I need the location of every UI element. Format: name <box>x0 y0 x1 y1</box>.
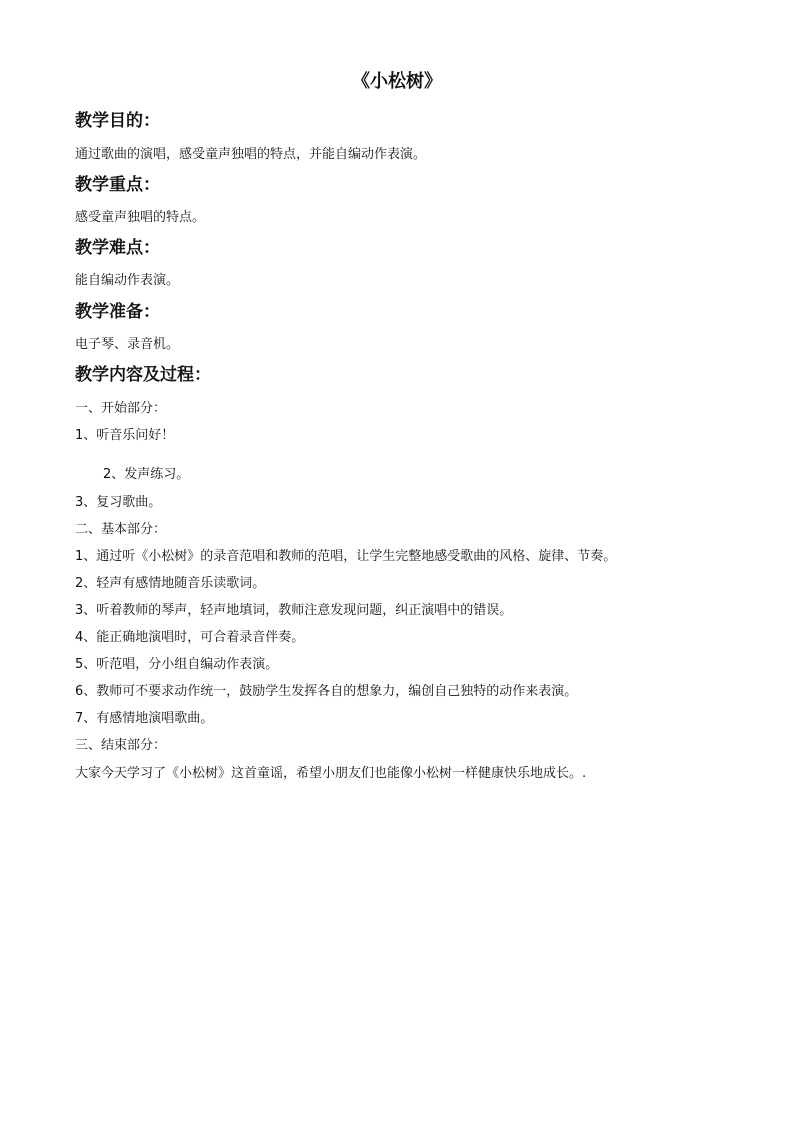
process-line: 3、听着教师的琴声，轻声地填词，教师注意发现问题，纠正演唱中的错误。 <box>75 603 513 618</box>
process-line: 6、教师可不要求动作统一，鼓励学生发挥各自的想象力，编创自己独特的动作来表演。 <box>75 684 578 699</box>
document-title: 《小松树》 <box>352 71 442 92</box>
process-line: 4、能正确地演唱时，可合着录音伴奏。 <box>75 630 305 645</box>
section-text-objective: 通过歌曲的演唱，感受童声独唱的特点，并能自编动作表演。 <box>75 147 427 162</box>
section-text-difficulties: 能自编动作表演。 <box>75 273 180 288</box>
process-line: 大家今天学习了《小松树》这首童谣，希望小朋友们也能像小松树一样健康快乐地成长。. <box>75 766 587 781</box>
section-text-preparation: 电子琴、录音机。 <box>75 337 180 352</box>
process-line: 3、复习歌曲。 <box>75 495 162 510</box>
section-heading-key-points: 教学重点： <box>75 175 160 195</box>
process-line: 7、有感情地演唱歌曲。 <box>75 711 214 726</box>
process-line: 1、通过听《小松树》的录音范唱和教师的范唱，让学生完整地感受歌曲的风格、旋律、节奏。 <box>75 549 617 564</box>
process-line: 二、基本部分： <box>75 522 167 537</box>
process-line: 5、听范唱，分小组自编动作表演。 <box>75 657 279 672</box>
section-heading-objective: 教学目的： <box>75 111 160 131</box>
process-line: 2、发声练习。 <box>103 467 190 482</box>
process-line: 一、开始部分： <box>75 401 167 416</box>
process-line: 2、轻声有感情地随音乐读歌词。 <box>75 576 266 591</box>
section-heading-difficulties: 教学难点： <box>75 238 160 258</box>
section-text-key-points: 感受童声独唱的特点。 <box>75 210 206 225</box>
process-line: 1、听音乐问好！ <box>75 428 175 443</box>
section-heading-preparation: 教学准备： <box>75 302 160 322</box>
section-heading-process: 教学内容及过程： <box>75 365 211 385</box>
process-line: 三、结束部分： <box>75 738 167 753</box>
